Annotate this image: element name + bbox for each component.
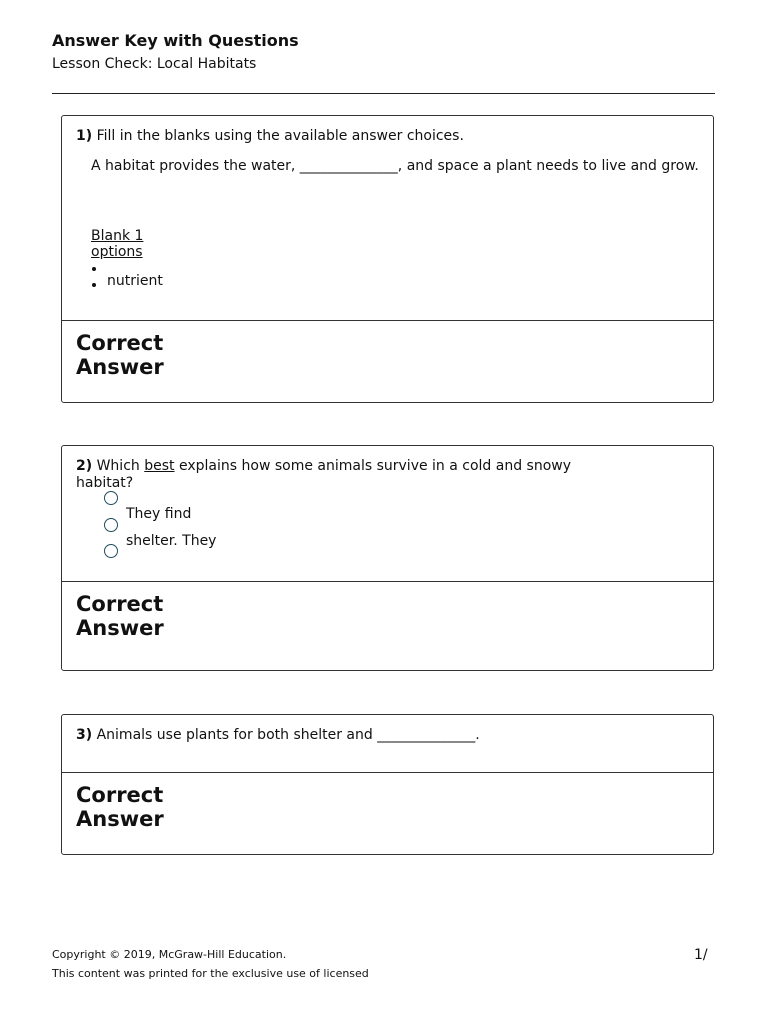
answer-section <box>62 321 713 402</box>
correct-answer-label: Correct Answer <box>76 783 164 831</box>
question-section <box>62 116 713 321</box>
header-divider <box>52 93 715 94</box>
question-text: explains how some animals survive in a cold and snowy habitat? <box>76 458 572 491</box>
question-text: Fill in the blanks using the available answer choices. <box>96 128 464 144</box>
question-card-1 <box>61 115 714 403</box>
document-title: Answer Key with Questions <box>52 31 299 50</box>
answer-section <box>62 582 713 670</box>
question-number: 1) <box>76 128 93 144</box>
question-section <box>62 446 713 582</box>
question-number: 3) <box>76 727 93 743</box>
radio-option[interactable] <box>104 544 118 558</box>
question-section <box>62 715 713 773</box>
question-prompt <box>76 128 464 145</box>
choice-text: They find <box>126 506 192 522</box>
document-subtitle: Lesson Check: Local Habitats <box>52 56 257 72</box>
question-prompt <box>76 458 576 492</box>
correct-answer-label: Correct Answer <box>76 331 164 379</box>
usage-notice: This content was printed for the exclusive use of licensed <box>52 967 369 980</box>
question-card-3 <box>61 714 714 855</box>
blank-option-item: nutrient <box>107 273 163 289</box>
question-emphasis: best <box>144 458 175 474</box>
question-card-2 <box>61 445 714 671</box>
question-prompt <box>76 727 480 744</box>
copyright-notice: Copyright © 2019, McGraw-Hill Education. <box>52 948 287 961</box>
correct-answer-label: Correct Answer <box>76 592 164 640</box>
question-text: Which <box>96 458 140 474</box>
question-passage: A habitat provides the water, ______________, and space a plant needs to live and grow. <box>91 158 699 174</box>
radio-option[interactable] <box>104 518 118 532</box>
choice-text: shelter. They <box>126 533 217 549</box>
bullet-icon <box>92 283 96 287</box>
blank-options-label: Blank 1 options <box>91 228 144 260</box>
radio-option[interactable] <box>104 491 118 505</box>
answer-section <box>62 773 713 854</box>
question-number: 2) <box>76 458 93 474</box>
bullet-icon <box>92 267 96 271</box>
question-text: Animals use plants for both shelter and ______________. <box>96 727 480 743</box>
page-number: 1/ <box>694 947 708 963</box>
